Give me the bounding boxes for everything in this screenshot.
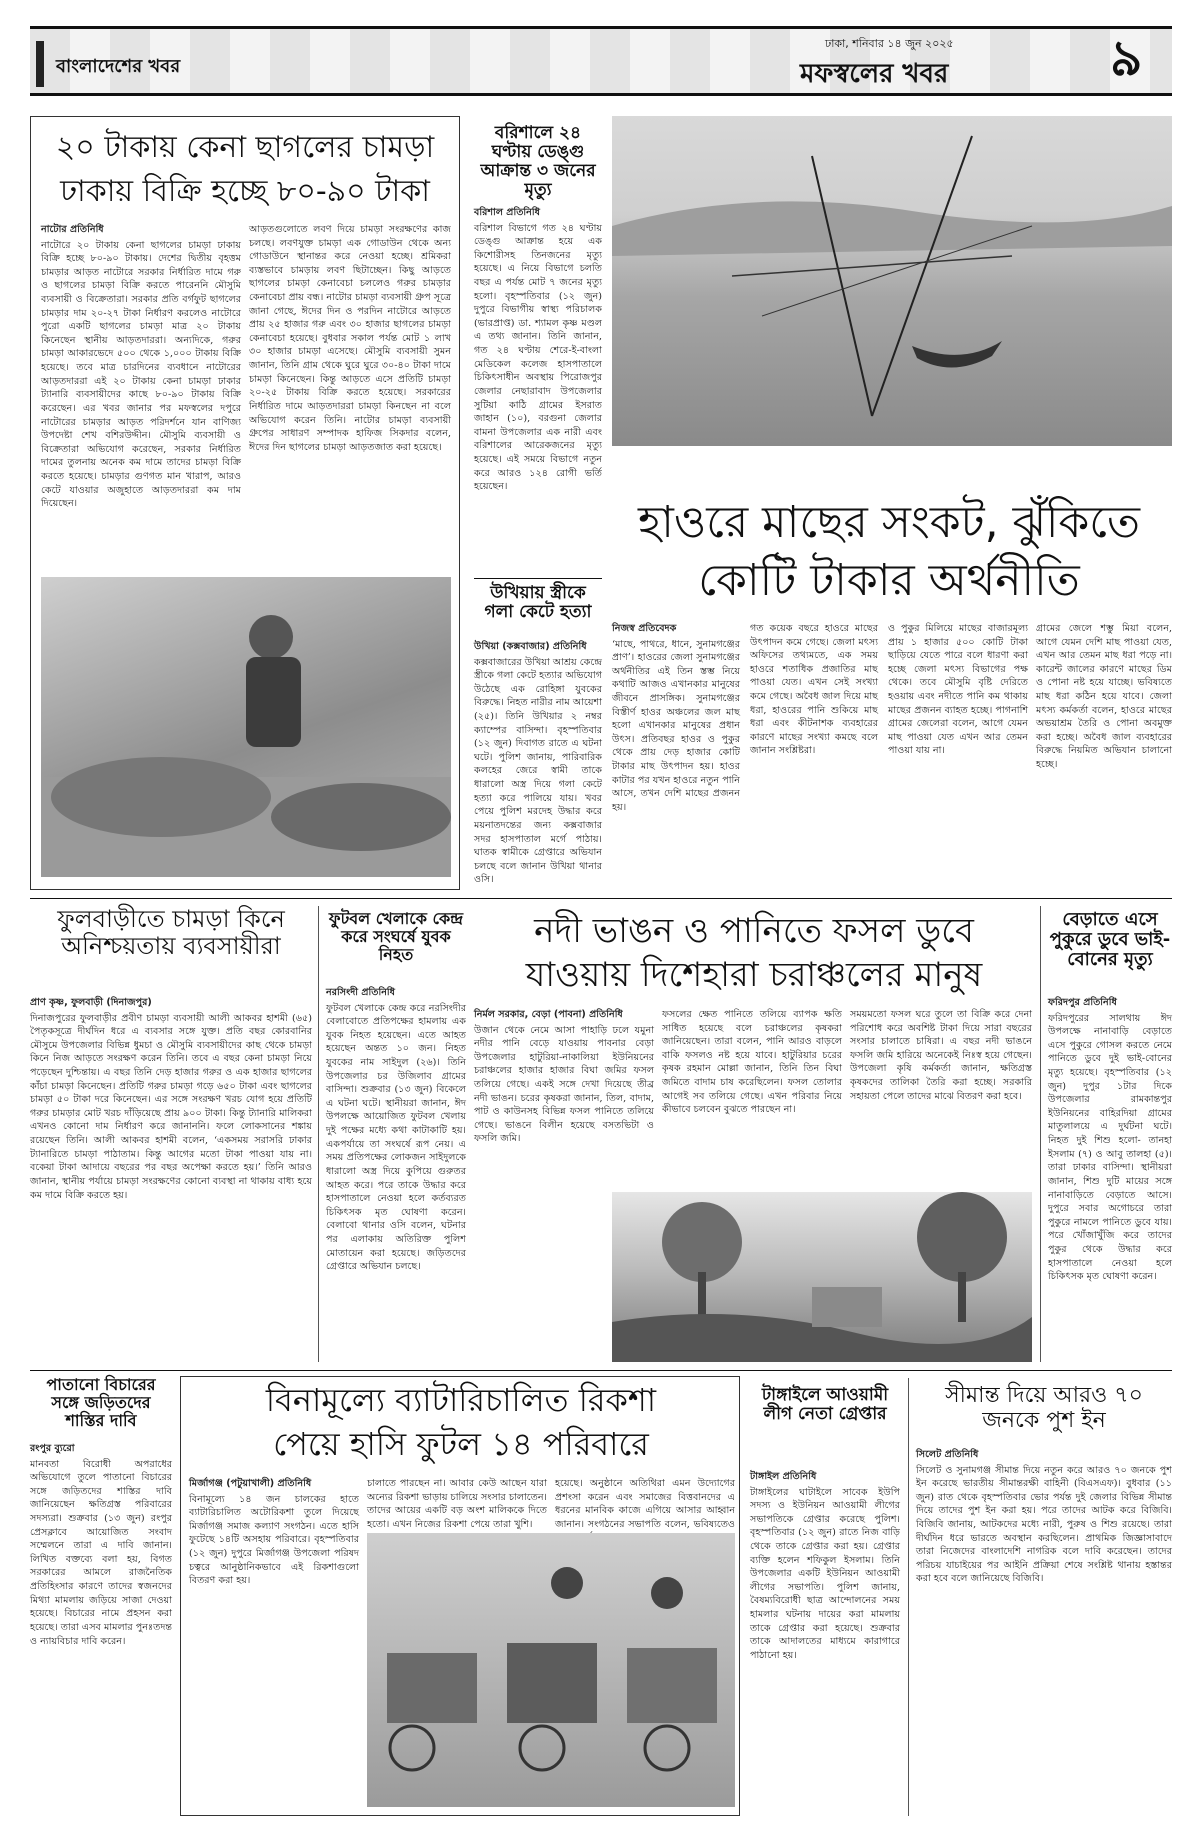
river-text-3: সময়মতো ফসল ঘরে তুলে তা বিক্রি করে দেনা পরিশোধ করে অবশিষ্ট টাকা দিয়ে সারা বছরের সংসার চালাতে চাষিরা। এ বছর নদী ভাঙনে ফসলি জমি হারিয়ে অনেকেই নিঃস্ব হয়ে গেছেন। উপজেলা কৃষি কর্মকর্তা জানান, ক্ষতিগ্রস্ত কৃষকদের তালিকা তৈরি করা হচ্ছে। সরকারি সহায়তা পেলে তাদের মাঝে বিতরণ করা হবে। — [850, 1009, 1032, 1102]
trial-byline: রংপুর ব্যুরো — [30, 1443, 75, 1454]
fulbari-byline: প্রাণ কৃষ্ণ, ফুলবাড়ী (দিনাজপুর) — [30, 997, 152, 1008]
barishal-byline: বরিশাল প্রতিনিধি — [474, 207, 541, 218]
rickshaw-text-2: চালাতে পারছেন না। আবার কেউ আছেন যারা অন্যের রিকশা ভাড়ায় চালিয়ে সংসার চালাতেন। তাদের আয়ের একটি বড় অংশ মালিককে দিতে হতো। এখন নিজের রিকশা পেয়ে তারা খুশি। — [367, 1478, 547, 1530]
ukhiya-headline: উখিয়ায় স্ত্রীকে গলা কেটে হত্যা — [484, 583, 592, 623]
river-erosion-photo — [612, 1192, 1032, 1362]
pushin-headline: সীমান্ত দিয়ে আরও ৭০ জনকে পুশ ইন — [945, 1383, 1143, 1433]
rickshaw-headline-1: বিনামূল্যে ব্যাটারিচালিত রিকশা — [265, 1381, 657, 1419]
ukhiya-text: কক্সবাজারের উখিয়া আশ্রয় কেন্দ্রে স্ত্রীকে গলা কেটে হত্যার অভিযোগ উঠেছে এক রোহিঙ্গা যুবকের বিরুদ্ধে। নিহত নারীর নাম আয়েশা (২৫)। তিনি উখিয়ার ২ নম্বর ক্যাম্পের বাসিন্দা। বৃহস্পতিবার (১২ জুন) দিবাগত রাতে এ ঘটনা ঘটে। পুলিশ জানায়, পারিবারিক কলহের জেরে স্বামী তাকে ধারালো অস্ত্র দিয়ে গলা কেটে হত্যা করে পালিয়ে যায়। খবর পেয়ে পুলিশ মরদেহ উদ্ধার করে ময়নাতদন্তের জন্য কক্সবাজার সদর হাসপাতাল মর্গে পাঠায়। ঘাতক স্বামীকে গ্রেপ্তারে অভিযান চলছে বলে জানান উখিয়া থানার ওসি। — [474, 656, 602, 886]
masthead-art — [30, 29, 1172, 93]
leather-story — [30, 116, 460, 890]
tangail-body — [750, 1470, 900, 1816]
haor-text-2: গত কয়েক বছরে হাওরে মাছের উৎপাদন কমে গেছে। জেলা মৎস্য অফিসের তথ্যমতে, এক সময় হাওরে শতাধিক প্রজাতির মাছ পাওয়া যেত। এখন সেই সংখ্যা কমে গেছে। অবৈধ জাল দিয়ে মাছ ধরা, হাওরের পানি শুকিয়ে মাছ ধরা এবং কীটনাশক ব্যবহারের কারণে মাছের সংখ্যা কমছে বলে জানান সংশ্লিষ্টরা। — [750, 623, 878, 757]
barishal-body — [474, 206, 602, 572]
rickshaw-col-2 — [367, 1477, 547, 1530]
pushin-byline: সিলেট প্রতিনিধি — [916, 1449, 979, 1460]
leather-headline-2: ঢাকায় বিক্রি হচ্ছে ৮০-৯০ টাকা — [60, 174, 430, 209]
pond-body — [1048, 996, 1172, 1362]
leather-col-1 — [41, 223, 241, 563]
leather-text-2: আড়তগুলোতে লবণ দিয়ে চামড়া সংরক্ষণের কাজ চলছে। লবণযুক্ত চামড়া এক গোডাউন থেকে অন্য গোডাউনে স্থানান্তর করে নেওয়া হচ্ছে। শ্রমিকরা ব্যস্তভাবে চামড়ায় লবণ ছিটাচ্ছেন। কিছু আড়তে ছাগলের চামড়া কেনাবেচা চললেও গরুর চামড়ার কেনাবেচা প্রায় বন্ধ। নাটোর চামড়া ব্যবসায়ী গ্রুপ সূত্রে জানা গেছে, ঈদের দিন ও পরদিন নাটোরে আড়তে প্রায় ২৫ হাজার গরু এবং ৩০ হাজার ছাগলের চামড়া কেনাবেচা হয়েছে। বুধবার সকাল পর্যন্ত মোট ১ লাখ ৩০ হাজার চামড়া এসেছে। মৌসুমি ব্যবসায়ী সুমন জানান, তিনি গ্রাম থেকে ঘুরে ঘুরে ৩০-৪০ টাকা দামে চামড়া কিনেছেন। কিন্তু আড়তে এসে প্রতিটি চামড়া ২০-২৫ টাকায় বিক্রি করতে হয়েছে। সরকারের নির্ধারিত দামে আড়তদাররা চামড়া কিনছেন না বলে অভিযোগ করেন তিনি। নাটোর চামড়া ব্যবসায়ী গ্রুপের সাধারণ সম্পাদক হাফিজ সিকদার বলেন, ঈদের দিন ছাগলের চামড়া আড়তজাত করা হয়েছে। — [249, 224, 451, 453]
football-text: ফুটবল খেলাকে কেন্দ্র করে নরসিংদীর বেলাবোতে প্রতিপক্ষের হামলায় এক যুবক নিহত হয়েছেন। এতে আহত হয়েছেন অন্তত ১০ জন। নিহত যুবকের নাম সাইদুল (২৬)। তিনি উপজেলার চর উজিলাব গ্রামের বাসিন্দা। শুক্রবার (১৩ জুন) বিকেলে এ ঘটনা ঘটে। স্থানীয়রা জানান, ঈদ উপলক্ষে আয়োজিত ফুটবল খেলায় দুই পক্ষের মধ্যে কথা কাটাকাটি হয়। একপর্যায়ে তা সংঘর্ষে রূপ নেয়। এ সময় প্রতিপক্ষের লোকজন সাইদুলকে ধারালো অস্ত্র দিয়ে কুপিয়ে গুরুতর আহত করে। পরে তাকে উদ্ধার করে হাসপাতালে নেওয়া হলে কর্তব্যরত চিকিৎসক মৃত ঘোষণা করেন। বেলাবো থানার ওসি বলেন, ঘটনার পর এলাকায় অতিরিক্ত পুলিশ মোতায়েন করা হয়েছে। জড়িতদের গ্রেপ্তারে অভিযান চলছে। — [326, 1002, 466, 1273]
rickshaw-distribution-photo — [367, 1533, 735, 1807]
pushin-text: সিলেট ও সুনামগঞ্জ সীমান্ত দিয়ে নতুন করে আরও ৭০ জনকে পুশ ইন করেছে ভারতীয় সীমান্তরক্ষী বাহিনী (বিএসএফ)। বুধবার (১১ জুন) রাত থেকে বৃহস্পতিবার ভোর পর্যন্ত দুই জেলার বিভিন্ন সীমান্ত দিয়ে তাদের পুশ ইন করা হয়। পরে তাদের আটক করে বিজিবি। বিজিবি জানায়, আটকদের মধ্যে নারী, পুরুষ ও শিশু রয়েছে। তারা দীর্ঘদিন ধরে ভারতে অবস্থান করছিলেন। প্রাথমিক জিজ্ঞাসাবাদে তারা নিজেদের বাংলাদেশি নাগরিক বলে দাবি করেছেন। তাদের পরিচয় যাচাইয়ের পর আইনি প্রক্রিয়া শেষে সংশ্লিষ্ট থানায় হস্তান্তর করা হবে বলে জানিয়েছে বিজিবি। — [916, 1464, 1172, 1585]
haor-col-2 — [750, 622, 878, 890]
football-body — [326, 986, 466, 1362]
river-col-3 — [850, 1008, 1032, 1186]
barishal-text: বরিশাল বিভাগে গত ২৪ ঘণ্টায় ডেঙ্গু আক্রান্ত হয়ে এক কিশোরীসহ তিনজনের মৃত্যু হয়েছে। এ নিয়ে বিভাগে চলতি বছর এ পর্যন্ত মোট ৭ জনের মৃত্যু হলো। বৃহস্পতিবার (১২ জুন) দুপুরে বিভাগীয় স্বাস্থ্য পরিচালক (ভারপ্রাপ্ত) ডা. শ্যামল কৃষ্ণ মণ্ডল এ তথ্য জানান। তিনি জানান, গত ২৪ ঘণ্টায় শেরে-ই-বাংলা মেডিকেল কলেজ হাসপাতালে চিকিৎসাধীন অবস্থায় পিরোজপুর জেলার নেছারাবাদ উপজেলার সুটিয়া কাঠি গ্রামের ইসরাত জাহান (১০), বরগুনা জেলার বামনা উপজেলার এক নারী এবং বরিশালের আরেকজনের মৃত্যু হয়েছে। এই সময়ে বিভাগে নতুন করে আরও ১২৪ রোগী ভর্তি হয়েছেন। — [474, 222, 602, 493]
tangail-headline: টাঙ্গাইলে আওয়ামী লীগ নেতা গ্রেপ্তার — [761, 1385, 889, 1425]
trial-text: মানবতা বিরোধী অপরাধের অভিযোগে তুলে পাতানো বিচারের সঙ্গে জড়িতদের শাস্তির দাবি জানিয়েছেন ক্ষতিগ্রস্ত পরিবারের সদস্যরা। শুক্রবার (১৩ জুন) রংপুর প্রেসক্লাবে আয়োজিত সংবাদ সম্মেলনে তারা এ দাবি জানান। লিখিত বক্তব্যে বলা হয়, বিগত সরকারের আমলে রাজনৈতিক প্রতিহিংসার কারণে তাদের স্বজনদের মিথ্যা মামলায় জড়িয়ে সাজা দেওয়া হয়েছে। বিচারের নামে প্রহসন করা হয়েছে। তারা এসব মামলার পুনঃতদন্ত ও ন্যায়বিচার দাবি করেন। — [30, 1458, 172, 1647]
masthead — [30, 26, 1172, 96]
river-col-2 — [662, 1008, 842, 1186]
fulbari-text: দিনাজপুরের ফুলবাড়ীর প্রবীণ চামড়া ব্যবসায়ী আলী আকবর হাশমী (৬৫) পৈতৃকসূত্রে দীর্ঘদিন ধরে এ ব্যবসার সঙ্গে যুক্ত। প্রতি বছর কোরবানির মৌসুমে উপজেলার বিভিন্ন ধুমচা ও মৌসুমি ব্যবসায়ীদের কাছ থেকে চামড়া কিনে নিজ আড়তে সংরক্ষণ করেন তিনি। তবে এ বছর কেনা চামড়া নিয়ে পড়েছেন দুশ্চিন্তায়। এ বছর তিনি দেড় হাজার গরুর ও এক হাজার ছাগলের কাঁচা চামড়া কিনেছেন। প্রতিটি গরুর চামড়া গড়ে ৬৫০ টাকা এবং ছাগলের চামড়া ৫০ টাকা দরে কিনেছেন। এর সঙ্গে সংরক্ষণ খরচ যোগ হয়ে প্রতিটি গরুর চামড়ার মোট খরচ দাঁড়িয়েছে প্রায় ৯০০ টাকা। কিন্তু ট্যানারি মালিকরা এখনও কোনো দাম নির্ধারণ করে জানাননি। ফলে লোকসানের শঙ্কায় রয়েছেন তিনি। আলী আকবর হাশমী বলেন, ‘একসময় সরাসরি ঢাকার ট্যানারিতে চামড়া পাঠাতাম। কিন্তু আগের মতো টাকা পাওয়া যায় না। বকেয়া টাকা আদায়ে বছরের পর বছর অপেক্ষা করতে হয়।’ তিনি আরও জানান, স্থানীয় পর্যায়ে চামড়া সংরক্ষণের কোনো ব্যবস্থা না থাকায় বাধ্য হয়ে কম দামে বিক্রি করতে হয়। — [30, 1012, 312, 1201]
leather-text-1: নাটোরে ২০ টাকায় কেনা ছাগলের চামড়া ঢাকায় বিক্রি হচ্ছে ৮০-৯০ টাকায়। দেশের দ্বিতীয় বৃহত্তম চামড়ার আড়ত নাটোরে সরকার নির্ধারিত দামে গরু ও ছাগলের চামড়া বিক্রি করতে পারেননি মৌসুমি ব্যবসায়ী ও বিক্রেতারা। সরকার প্রতি বর্গফুট ছাগলের চামড়ার দাম ২০-২৭ টাকা নির্ধারণ করলেও নাটোরে পুরো একটি ছাগলের চামড়া মাত্র ২০ টাকায় কিনেছেন স্থানীয় আড়তদাররা। অন্যদিকে, গরুর চামড়া আকারভেদে ৫০০ থেকে ১,০০০ টাকায় বিক্রি হয়েছে। তবে মাত্র চারদিনের ব্যবধানে নাটোরের আড়তদাররা এই ২০ টাকায় কেনা চামড়া ঢাকার ট্যানারি ব্যবসায়ীদের কাছে ৮০-৯০ টাকায় বিক্রি করেছেন। এর খবর জানার পর মফস্বলের দপুরে নাটোরের চামড়ার আড়ত পরিদর্শনে যান বাণিজ্য উপদেষ্টা শেখ বশিরউদ্দীন। মৌসুমি ব্যবসায়ী ও বিক্রেতারা অভিযোগ করেছেন, সরকার নির্ধারিত দামের তুলনায় অনেক কম দামে তাদের চামড়া বিক্রি করতে হয়েছে। চামড়ার গুণগত মান খারাপ, আরও কেটে যাওয়ার অজুহাতে আড়তদাররা কম দাম দিয়েছেন। — [41, 239, 241, 510]
rickshaw-text-1: বিনামূল্যে ১৪ জন চালকের হাতে ব্যাটারিচালিত অটোরিকশা তুলে দিয়েছে মির্জাগঞ্জ সমাজ কল্যাণ সংগঠন। এতে হাসি ফুটেছে ১৪টি অসহায় পরিবারে। বৃহস্পতিবার (১২ জুন) দুপুরে মির্জাগঞ্জ উপজেলা পরিষদ চত্বরে আনুষ্ঠানিকভাবে এই রিকশাগুলো বিতরণ করা হয়। — [189, 1493, 359, 1587]
river-headline-2: যাওয়ায় দিশেহারা চরাঞ্চলের মানুষ — [525, 955, 983, 995]
tangail-byline: টাঙ্গাইল প্রতিনিধি — [750, 1471, 817, 1482]
rickshaw-story — [180, 1376, 740, 1816]
haor-text-4: গ্রামের জেলে শম্ভু মিয়া বলেন, আগে যেমন দেশি মাছ পাওয়া যেত, এখন আর তেমন মাছ ধরা পড়ে না। কারেন্ট জালের কারণে মাছের ডিম ও পোনা নষ্ট হয়ে যাচ্ছে। ভবিষ্যতে মাছ ধরা কঠিন হয়ে যাবে। জেলা মৎস্য কর্মকর্তা বলেন, হাওরে মাছের অভয়াশ্রম তৈরি ও পোনা অবমুক্ত করা হচ্ছে। অবৈধ জাল ব্যবহারের বিরুদ্ধে নিয়মিত অভিযান চালানো হচ্ছে। — [1036, 623, 1172, 771]
brush-mark-icon — [36, 41, 44, 87]
rickshaw-col-3 — [555, 1477, 735, 1530]
river-byline: নির্মল সরকার, বেড়া (পাবনা) প্রতিনিধি — [474, 1009, 623, 1020]
haor-text-3: ও পুকুর মিলিয়ে মাছের বাজারমূল্য প্রায় ১ হাজার ৫০০ কোটি টাকা ছাড়িয়ে যেতে পারে বলে ধারণা করা হচ্ছে জেলা মৎস্য বিভাগের পক্ষ থেকে। তবে মৌসুমি বৃষ্টি দেরিতে হওয়ায় এবং নদীতে পানি কম থাকায় মাছের প্রজনন ব্যাহত হচ্ছে। পাগনাশি গ্রামের জেলেরা বলেন, আগে যেমন মাছ পাওয়া যেত এখন আর তেমন পাওয়া যায় না। — [888, 623, 1028, 757]
river-headline-1: নদী ভাঙন ও পানিতে ফসল ডুবে — [534, 911, 974, 951]
publication-title: বাংলাদেশের খবর — [56, 56, 181, 77]
leather-headline-1: ২০ টাকায় কেনা ছাগলের চামড়া — [55, 130, 435, 165]
river-text-2: ফসলের ক্ষেত পানিতে তলিয়ে ব্যাপক ক্ষতি সাধিত হয়েছে বলে চরাঞ্চলের কৃষকরা জানিয়েছেন। তারা বলেন, পানি আরও বাড়লে বাকি ফসলও নষ্ট হয়ে যাবে। হাটুরিয়ার চরের কৃষক রহমান মোল্লা জানান, তিনি তিন বিঘা জমিতে বাদাম চাষ করেছিলেন। ফসল তোলার আগেই সব তলিয়ে গেছে। এখন পরিবার নিয়ে কীভাবে চলবেন বুঝতে পারছেন না। — [662, 1009, 842, 1116]
fulbari-headline: ফুলবাড়ীতে চামড়া কিনে অনিশ্চয়তায় ব্যবসায়ীরা — [57, 905, 285, 960]
river-text-1: উজান থেকে নেমে আসা পাহাড়ি ঢলে যমুনা নদীর পানি বেড়ে যাওয়ায় পাবনার বেড়া উপজেলার হাটুরিয়া-নাকালিয়া ইউনিয়নের চরাঞ্চলের হাজার হাজার বিঘা জমির ফসল তলিয়ে গেছে। একই সঙ্গে দেখা দিয়েছে তীব্র নদী ভাঙন। চরের কৃষকরা জানান, তিল, বাদাম, পাট ও কাউনসহ বিভিন্ন ফসল পানিতে তলিয়ে গেছে। ভাঙনে বিলীন হয়েছে বসতভিটা ও ফসলি জমি। — [474, 1024, 654, 1145]
haor-col-4 — [1036, 622, 1172, 890]
rickshaw-headline-2: পেয়ে হাসি ফুটল ১৪ পরিবারে — [273, 1425, 649, 1463]
haor-headline-1: হাওরে মাছের সংকট, ঝুঁকিতে — [638, 497, 1140, 548]
issue-date: ঢাকা, শনিবার ১৪ জুন ২০২৫ — [825, 37, 954, 50]
fulbari-body — [30, 996, 312, 1362]
rickshaw-text-3: হয়েছে। অনুষ্ঠানে অতিথিরা এমন উদ্যোগের প্রশংসা করেন এবং সমাজের বিত্তবানদের এ ধরনের মানবিক কাজে এগিয়ে আসার আহ্বান জানান। সংগঠনের সভাপতি বলেন, ভবিষ্যতেও — [555, 1478, 735, 1530]
football-byline: নরসিংদী প্রতিনিধি — [326, 987, 396, 998]
haor-fishing-nets-photo — [612, 116, 1172, 446]
rickshaw-byline: মির্জাগঞ্জ (পটুয়াখালী) প্রতিনিধি — [189, 1478, 312, 1489]
pond-headline: বেড়াতে এসে পুকুরে ডুবে ভাই-বোনের মৃত্যু — [1049, 909, 1171, 971]
haor-col-3 — [888, 622, 1028, 890]
barishal-headline: বরিশালে ২৪ ঘণ্টায় ডেঙ্গু আক্রান্ত ৩ জনের মৃত্যু — [480, 123, 596, 201]
trial-body — [30, 1442, 172, 1816]
leather-col-2 — [249, 223, 451, 563]
leather-byline: নাটোর প্রতিনিধি — [41, 224, 104, 235]
haor-col-1 — [612, 622, 740, 890]
rickshaw-col-1 — [189, 1477, 359, 1807]
pond-text: ফরিদপুরের সালথায় ঈদ উপলক্ষে নানাবাড়ি বেড়াতে এসে পুকুরে গোসল করতে নেমে পানিতে ডুবে দুই ভাই-বোনের মৃত্যু হয়েছে। বৃহস্পতিবার (১২ জুন) দুপুর ১টার দিকে উপজেলার রামকান্তপুর ইউনিয়নের বাহিরদিয়া গ্রামের মাতুলালয়ে এ দুর্ঘটনা ঘটে। নিহত দুই শিশু হলো- তানহা ইসলাম (৭) ও আবু তালহা (৫)। তারা ঢাকার বাসিন্দা। স্থানীয়রা জানান, শিশু দুটি মায়ের সঙ্গে নানাবাড়িতে বেড়াতে আসে। দুপুরে সবার অগোচরে তারা পুকুরে নামলে পানিতে ডুবে যায়। পরে খোঁজাখুঁজি করে তাদের পুকুর থেকে উদ্ধার করে হাসপাতালে নেওয়া হলে চিকিৎসক মৃত ঘোষণা করেন। — [1048, 1012, 1172, 1283]
river-col-1 — [474, 1008, 654, 1186]
fishing-net-icon — [612, 116, 1172, 446]
section-title: মফস্বলের খবর — [800, 59, 949, 89]
haor-headline-2: কোটি টাকার অর্থনীতি — [698, 555, 1080, 606]
leather-salting-photo — [41, 577, 451, 877]
trial-headline: পাতানো বিচারের সঙ্গে জড়িতদের শাস্তির দাবি — [46, 1375, 156, 1430]
ukhiya-byline: উখিয়া (কক্সবাজার) প্রতিনিধি — [474, 641, 587, 652]
haor-byline: নিজস্ব প্রতিবেদক — [612, 623, 677, 634]
haor-text-1: ‘মাছে, পাথরে, ধানে, সুনামগঞ্জের প্রাণ’। হাওরের জেলা সুনামগঞ্জের অর্থনীতির এই তিন স্তম্ভ নিয়ে কথাটি আজও এখানকার মানুষের জীবনে প্রাসঙ্গিক। সুনামগঞ্জের বিস্তীর্ণ হাওর অঞ্চলের জল মাছ হলো এখানকার মানুষের প্রধান উৎস। প্রতিবছর হাওর ও পুকুর থেকে প্রায় দেড় হাজার কোটি টাকার মাছ উৎপাদন হয়। হাওর কাটার পর যখন হাওরে নতুন পানি আসে, তখন দেশি মাছের প্রজনন হয়। — [612, 638, 740, 813]
tree-icon — [612, 1192, 1032, 1362]
ukhiya-body — [474, 640, 602, 888]
pond-byline: ফরিদপুর প্রতিনিধি — [1048, 997, 1117, 1008]
tangail-text: টাঙ্গাইলের ঘাটাইলে সাবেক ইউপি সদস্য ও ইউনিয়ন আওয়ামী লীগের সভাপতিকে গ্রেপ্তার করেছে পুলিশ। বৃহস্পতিবার (১২ জুন) রাতে নিজ বাড়ি থেকে তাকে গ্রেপ্তার করা হয়। গ্রেপ্তার ব্যক্তি হলেন শফিকুল ইসলাম। তিনি উপজেলার একটি ইউনিয়ন আওয়ামী লীগের সভাপতি। পুলিশ জানায়, বৈষম্যবিরোধী ছাত্র আন্দোলনের সময় হামলার ঘটনায় দায়ের করা মামলায় তাকে গ্রেপ্তার করা হয়েছে। শুক্রবার তাকে আদালতের মাধ্যমে কারাগারে পাঠানো হয়। — [750, 1486, 900, 1661]
photo-figure-icon — [41, 577, 451, 877]
rickshaw-icon — [367, 1533, 735, 1807]
page-number: ৯ — [1110, 29, 1143, 87]
football-headline: ফুটবল খেলাকে কেন্দ্র করে সংঘর্ষে যুবক নিহত — [328, 909, 464, 964]
pushin-body — [916, 1448, 1172, 1816]
